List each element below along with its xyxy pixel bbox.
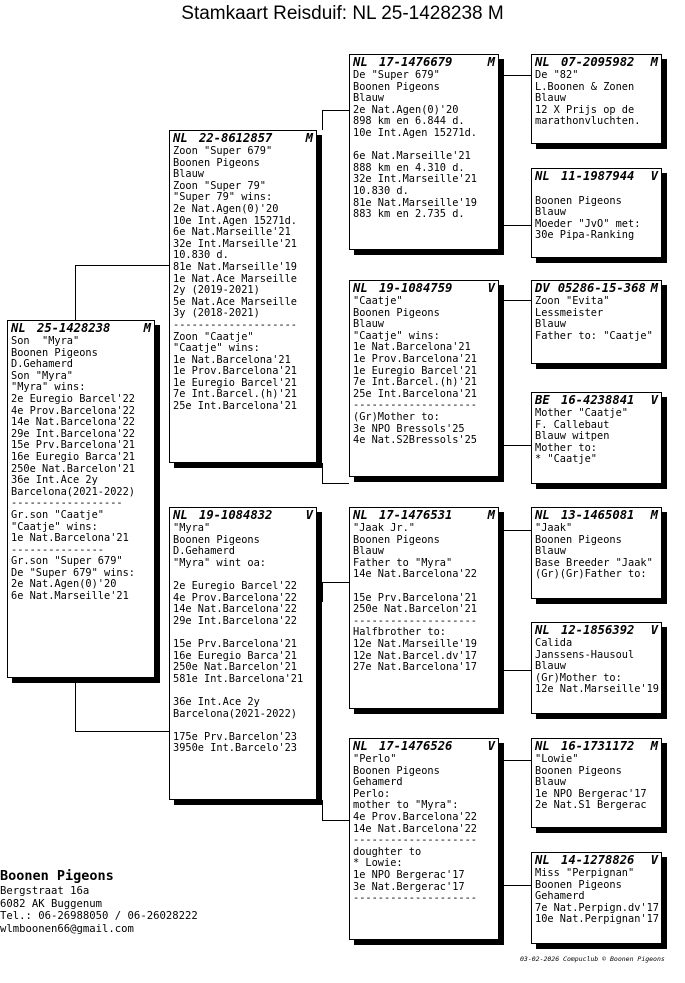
pigeon-card-dam-dam-dam <box>531 852 662 944</box>
pigeon-header <box>353 509 495 522</box>
pigeon-card-dam-dam <box>349 738 499 940</box>
info-line: 2e Euregio Barcel'22 <box>173 579 297 592</box>
ring-number: 17-1476679 <box>379 55 453 69</box>
country-code: NL <box>535 623 550 637</box>
info-line: De "Super 679" wins: <box>11 566 135 579</box>
info-line: "Caatje" wins: <box>11 520 98 533</box>
connector-line <box>322 483 349 484</box>
pigeon-card-sire <box>169 130 317 463</box>
info-line: 10e Nat.Perpignan'17 <box>535 913 659 926</box>
info-line: 1e Nat.Barcelona'21 <box>353 341 471 354</box>
connector-line <box>75 265 76 320</box>
info-line: "Caatje" <box>353 295 403 307</box>
info-line: Blauw <box>535 545 566 558</box>
owner-email: wlmboonen66@gmail.com <box>0 922 134 935</box>
info-line: Zoon "Evita" <box>535 295 610 307</box>
info-line: 1e Nat.Barcelona'21 <box>11 532 129 545</box>
info-line: 36e Int.Ace 2y <box>173 695 260 708</box>
info-line: Son "Myra" <box>11 369 73 382</box>
country-code: NL <box>535 853 550 867</box>
info-line: 32e Int.Marseille'21 <box>353 173 477 186</box>
pigeon-card-sire-sire-dam <box>531 168 662 258</box>
info-line: 4e Prov.Barcelona'22 <box>173 591 297 604</box>
info-line: Gehamerd <box>353 776 403 789</box>
info-line: 2e Nat.Agen(0)'20 <box>11 578 117 591</box>
info-line: ------------------ <box>11 497 123 510</box>
ring-number: 22-8612857 <box>199 131 273 145</box>
country-code: NL <box>353 508 368 522</box>
info-line: 883 km en 2.735 d. <box>353 208 465 221</box>
connector-line <box>322 110 323 130</box>
pigeon-header <box>173 132 313 145</box>
info-line: Zoon "Super 79" <box>173 179 266 192</box>
ring-number: 25-1428238 <box>37 321 111 335</box>
country-code: NL <box>535 739 550 753</box>
info-line: 4e Nat.S2Bressols'25 <box>353 434 477 447</box>
owner-name: Boonen Pigeons <box>0 868 114 884</box>
info-line: 10.830 d. <box>353 184 409 197</box>
info-line: Base Breeder "Jaak" <box>535 556 653 569</box>
info-line: Boonen Pigeons <box>353 533 440 546</box>
ring-number: 05286-15-368 <box>557 281 646 295</box>
blank-line <box>535 184 658 196</box>
info-line: Barcelona(2021-2022) <box>11 485 135 498</box>
info-line: "Super 79" wins: <box>173 191 273 204</box>
info-line: Blauw <box>353 92 384 105</box>
sex-marker: M <box>650 55 658 69</box>
info-line: 36e Int.Ace 2y <box>11 474 98 487</box>
info-line: 5e Nat.Ace Marseille <box>173 295 297 308</box>
ring-number: 16-4238841 <box>561 393 635 407</box>
info-line: 16e Euregio Barca'21 <box>11 450 135 463</box>
country-code: NL <box>535 55 550 69</box>
sex-marker: M <box>650 281 658 295</box>
info-line: 581e Int.Barcelona'21 <box>173 672 304 685</box>
country-code: NL <box>11 321 26 335</box>
info-line: 2e Nat.S1 Bergerac <box>535 799 647 812</box>
country-code: NL <box>173 508 188 522</box>
info-line: Boonen Pigeons <box>353 80 440 93</box>
info-line: 10e Int.Agen 15271d. <box>173 214 297 227</box>
info-line: Father to "Myra" <box>353 556 453 569</box>
info-line: "Myra" wint oa: <box>173 556 266 569</box>
info-line: 1e NPO Bergerac'17 <box>535 787 647 800</box>
connector-line <box>75 265 169 266</box>
info-line: Janssens-Hausoul <box>535 648 635 661</box>
info-line: marathonvluchten. <box>535 115 641 128</box>
info-line: 3e Nat.Bergerac'17 <box>353 880 465 893</box>
pigeon-header <box>535 394 658 407</box>
info-line: Blauw <box>353 318 384 331</box>
connector-line <box>75 678 76 731</box>
info-line: 29e Int.Barcelona'22 <box>173 614 297 627</box>
footer-credit: 03-02-2026 Compuclub © Boonen Pigeons <box>520 955 665 963</box>
info-line: 10.830 d. <box>173 249 229 262</box>
blank-line <box>173 720 313 732</box>
info-line: Gr.son "Super 679" <box>11 555 123 568</box>
info-line: 25e Int.Barcelona'21 <box>353 387 477 400</box>
info-line: Blauw <box>535 318 566 331</box>
ring-number: 07-2095982 <box>561 55 635 69</box>
pigeon-card-sire-sire-sire <box>531 54 662 144</box>
info-line: 3y (2018-2021) <box>173 307 260 320</box>
connector-line <box>322 800 323 820</box>
info-line: 3950e Int.Barcelo'23 <box>173 742 297 755</box>
info-line: 6e Nat.Marseille'21 <box>353 150 471 163</box>
info-line: 2y (2019-2021) <box>173 284 260 297</box>
info-line: Miss "Perpignan" <box>535 867 635 879</box>
info-line: -------------------- <box>173 318 297 331</box>
info-line: 15e Prv.Barcelona'21 <box>353 591 477 604</box>
sex-marker: V <box>487 739 495 753</box>
owner-street: Bergstraat 16a <box>0 885 90 897</box>
info-line: Moeder "JvO" met: <box>535 217 641 230</box>
page-title: Stamkaart Reisduif: NL 25-1428238 M <box>181 3 504 24</box>
sex-marker: V <box>305 508 313 522</box>
info-line: 7e Int.Barcel.(h)'21 <box>353 376 477 389</box>
info-line: Boonen Pigeons <box>535 878 622 891</box>
info-line: 250e Nat.Barcelon'21 <box>11 462 135 475</box>
connector-line <box>500 885 531 886</box>
info-line: 14e Nat.Barcelona'22 <box>11 416 135 429</box>
info-line: mother to "Myra": <box>353 799 459 812</box>
info-line: 3e NPO Bressols'25 <box>353 422 465 435</box>
info-line: Boonen Pigeons <box>11 346 98 359</box>
pigeon-card-dam-sire-sire <box>531 507 662 599</box>
info-line: Blauw <box>173 168 204 181</box>
pigeon-header <box>353 740 495 753</box>
info-line: --------------- <box>11 543 104 556</box>
country-code: NL <box>353 281 368 295</box>
info-line: 898 km en 6.844 d. <box>353 115 465 128</box>
info-line: doughter to <box>353 845 422 858</box>
connector-line <box>322 582 349 583</box>
info-line: 4e Prov.Barcelona'22 <box>353 810 477 823</box>
country-code: NL <box>173 131 188 145</box>
info-line: Boonen Pigeons <box>173 533 260 546</box>
pigeon-card-sire-dam <box>349 280 499 477</box>
info-line: 250e Nat.Barcelon'21 <box>173 661 297 674</box>
connector-line <box>500 670 531 671</box>
pigeon-card-sire-dam-dam <box>531 392 662 484</box>
pigeon-header <box>535 854 658 867</box>
connector-line <box>500 300 531 301</box>
info-line: 81e Nat.Marseille'19 <box>353 196 477 209</box>
info-line: 175e Prv.Barcelon'23 <box>173 730 297 743</box>
info-line: Boonen Pigeons <box>535 194 622 207</box>
info-line: 1e Euregio Barcel'21 <box>173 376 297 389</box>
info-line: "Caatje" wins: <box>353 329 440 342</box>
sex-marker: M <box>487 508 495 522</box>
pigeon-header <box>353 56 495 69</box>
info-line: Boonen Pigeons <box>353 764 440 777</box>
ring-number: 19-1084759 <box>379 281 453 295</box>
sex-marker: M <box>650 508 658 522</box>
pigeon-card-sire-dam-sire <box>531 280 662 364</box>
ring-number: 17-1476531 <box>379 508 453 522</box>
info-line: Mother to: <box>535 441 597 454</box>
ring-number: 19-1084832 <box>199 508 273 522</box>
info-line: (Gr)Mother to: <box>535 671 622 684</box>
ring-number: 11-1987944 <box>561 169 635 183</box>
owner-block <box>0 868 198 935</box>
sex-marker: M <box>305 131 313 145</box>
info-line: D.Gehamerd <box>173 545 235 558</box>
info-line: 32e Int.Marseille'21 <box>173 237 297 250</box>
info-line: Gehamerd <box>535 890 585 903</box>
info-line: -------------------- <box>353 892 477 905</box>
info-line: Blauw <box>535 92 566 105</box>
info-line: 12 X Prijs op de <box>535 103 635 116</box>
connector-line <box>322 463 323 483</box>
info-line: "Jaak" <box>535 522 573 534</box>
info-line: 1e Nat.Ace Marseille <box>173 272 297 285</box>
info-line: 250e Nat.Barcelon'21 <box>353 603 477 616</box>
info-line: 14e Nat.Barcelona'22 <box>353 822 477 835</box>
info-line: "Lowie" <box>535 753 579 765</box>
info-line: Gr.son "Caatje" <box>11 508 104 521</box>
info-line: 12e Nat.Barcel.dv'17 <box>353 649 477 662</box>
info-line: Blauw <box>535 776 566 789</box>
sex-marker: V <box>650 393 658 407</box>
info-line: 7e Int.Barcel.(h)'21 <box>173 388 297 401</box>
country-code: NL <box>535 508 550 522</box>
info-line: Mother "Caatje" <box>535 407 628 419</box>
info-line: 30e Pipa-Ranking <box>535 229 635 242</box>
country-code: NL <box>353 55 368 69</box>
info-line: Perlo: <box>353 787 391 800</box>
sex-marker: V <box>650 623 658 637</box>
info-line: -------------------- <box>353 399 477 412</box>
ring-number: 17-1476526 <box>379 739 453 753</box>
info-line: "Caatje" wins: <box>173 342 260 355</box>
info-line: De "82" <box>535 69 579 81</box>
ring-number: 13-1465081 <box>561 508 635 522</box>
country-code: BE <box>535 393 550 407</box>
sex-marker: M <box>487 55 495 69</box>
country-code: DV <box>535 281 550 295</box>
sex-marker: V <box>487 281 495 295</box>
info-line: 1e NPO Bergerac'17 <box>353 868 465 881</box>
info-line: Blauw <box>353 545 384 558</box>
connector-line <box>322 820 349 821</box>
info-line: Zoon "Caatje" <box>173 330 254 343</box>
info-line: 888 km en 4.310 d. <box>353 161 465 174</box>
connector-line <box>322 110 349 111</box>
info-line: 6e Nat.Marseille'21 <box>11 590 129 603</box>
info-line: 15e Prv.Barcelona'21 <box>173 637 297 650</box>
info-line: Barcelona(2021-2022) <box>173 707 297 720</box>
info-line: 16e Euregio Barca'21 <box>173 649 297 662</box>
info-line: Boonen Pigeons <box>353 306 440 319</box>
connector-line <box>500 225 531 226</box>
info-line: * "Caatje" <box>535 453 597 466</box>
info-line: 14e Nat.Barcelona'22 <box>353 568 477 581</box>
owner-phone: Tel.: 06-26988050 / 06-26028222 <box>0 910 198 922</box>
sex-marker: M <box>143 321 151 335</box>
info-line: Boonen Pigeons <box>173 156 260 169</box>
pigeon-card-dam-sire-dam <box>531 622 662 714</box>
connector-line <box>500 445 531 446</box>
info-line: F. Callebaut <box>535 418 610 431</box>
info-line: 7e Nat.Perpign.dv'17 <box>535 901 659 914</box>
info-line: -------------------- <box>353 614 477 627</box>
connector-line <box>500 75 531 76</box>
connector-line <box>500 530 531 531</box>
info-line: -------------------- <box>353 834 477 847</box>
info-line: 6e Nat.Marseille'21 <box>173 226 291 239</box>
info-line: Lessmeister <box>535 306 604 319</box>
pigeon-card-dam-sire <box>349 507 499 709</box>
info-line: Zoon "Super 679" <box>173 145 273 157</box>
sex-marker: V <box>650 853 658 867</box>
pigeon-card-dam <box>169 507 317 800</box>
pigeon-card-dam-dam-sire <box>531 738 662 828</box>
blank-line <box>353 581 495 593</box>
pigeon-header <box>535 56 658 69</box>
info-line: 15e Prv.Barcelona'21 <box>11 439 135 452</box>
info-line: Calida <box>535 637 573 649</box>
pigeon-header <box>535 282 658 295</box>
pigeon-header <box>11 322 151 335</box>
pigeon-card-sire-sire <box>349 54 499 250</box>
info-line: 4e Prov.Barcelona'22 <box>11 404 135 417</box>
info-line: (Gr)(Gr)Father to: <box>535 568 647 581</box>
pigeon-header <box>535 509 658 522</box>
info-line: * Lowie: <box>353 857 403 870</box>
info-line: 27e Nat.Barcelona'17 <box>353 661 477 674</box>
info-line: Halfbrother to: <box>353 626 446 639</box>
pigeon-header <box>535 624 658 637</box>
country-code: NL <box>353 739 368 753</box>
info-line: 25e Int.Barcelona'21 <box>173 400 297 413</box>
info-line: 2e Nat.Agen(0)'20 <box>173 202 279 215</box>
info-line: "Myra" wins: <box>11 381 86 394</box>
info-line: 1e Euregio Barcel'21 <box>353 364 477 377</box>
info-line: 1e Nat.Barcelona'21 <box>173 353 291 366</box>
info-line: 2e Nat.Agen(0)'20 <box>353 103 459 116</box>
info-line: 2e Euregio Barcel'22 <box>11 392 135 405</box>
info-line: Son "Myra" <box>11 335 80 347</box>
info-line: 29e Int.Barcelona'22 <box>11 427 135 440</box>
ring-number: 14-1278826 <box>561 853 635 867</box>
info-line: L.Boonen & Zonen <box>535 80 635 93</box>
info-line: "Jaak Jr." <box>353 522 415 534</box>
info-line: "Myra" <box>173 522 211 534</box>
info-line: Blauw <box>535 660 566 673</box>
info-line: (Gr)Mother to: <box>353 410 440 423</box>
connector-line <box>75 731 169 732</box>
ring-number: 12-1856392 <box>561 623 635 637</box>
pigeon-header <box>353 282 495 295</box>
pigeon-card-main <box>7 320 155 678</box>
info-line: D.Gehamerd <box>11 358 73 371</box>
pigeon-header <box>173 509 313 522</box>
info-line: 81e Nat.Marseille'19 <box>173 260 297 273</box>
info-line: Father to: "Caatje" <box>535 329 653 342</box>
info-line: Blauw <box>535 206 566 219</box>
info-line: De "Super 679" <box>353 69 440 81</box>
country-code: NL <box>535 169 550 183</box>
info-line: "Perlo" <box>353 753 397 765</box>
info-line: Blauw witpen <box>535 430 610 443</box>
info-line: Boonen Pigeons <box>535 764 622 777</box>
info-line: 1e Prov.Barcelona'21 <box>173 365 297 378</box>
connector-line <box>500 760 531 761</box>
sex-marker: V <box>650 169 658 183</box>
info-line: 1e Prov.Barcelona'21 <box>353 352 477 365</box>
ring-number: 16-1731172 <box>561 739 635 753</box>
info-line: Boonen Pigeons <box>535 533 622 546</box>
sex-marker: M <box>650 739 658 753</box>
info-line: 12e Nat.Marseille'19 <box>353 637 477 650</box>
pigeon-header <box>535 740 658 753</box>
connector-line <box>322 582 323 602</box>
owner-city: 6082 AK Buggenum <box>0 897 103 910</box>
info-line: 12e Nat.Marseille'19 <box>535 683 659 696</box>
info-line: 10e Int.Agen 15271d. <box>353 126 477 139</box>
info-line: 14e Nat.Barcelona'22 <box>173 603 297 616</box>
pigeon-header <box>535 170 658 183</box>
